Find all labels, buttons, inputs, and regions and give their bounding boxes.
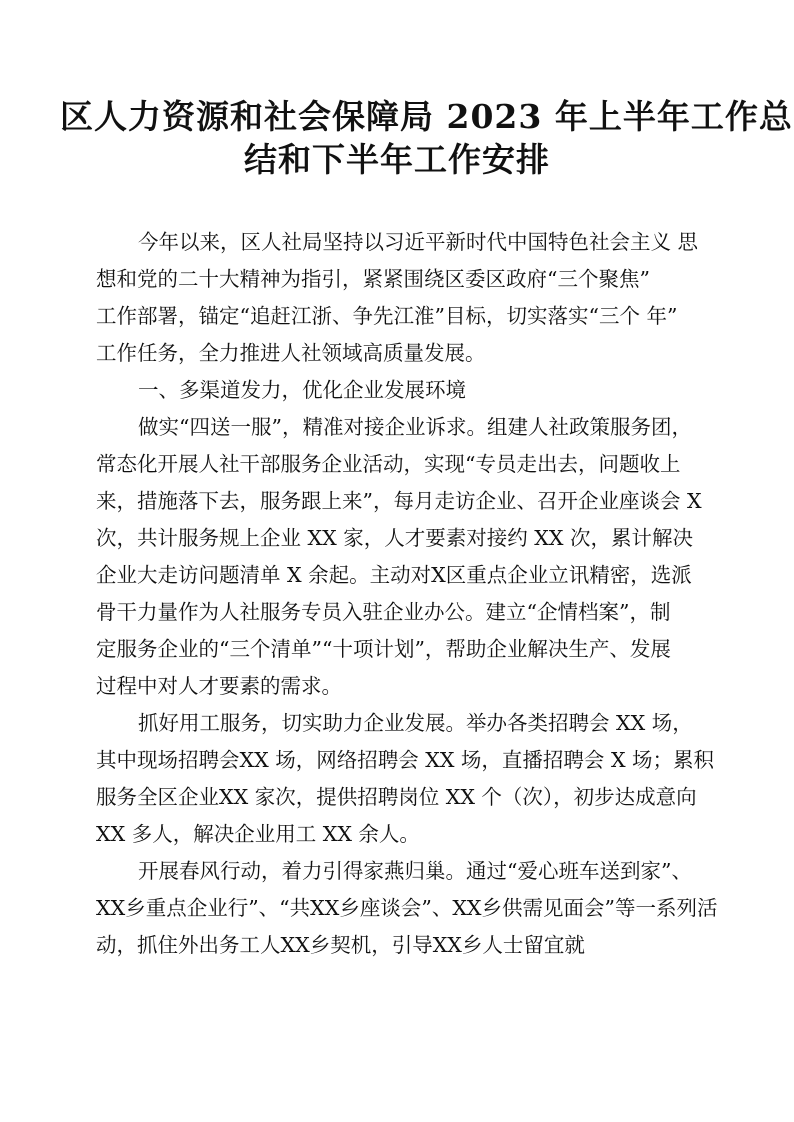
paragraph-service-line-1: 做实“四送一服”，精准对接企业诉求。组建人社政策服务团， — [138, 415, 692, 439]
paragraph-intro-line-2: 想和党的二十大精神为指引，紧紧围绕区委区政府“三个聚焦” — [96, 267, 650, 291]
paragraph-employment-line-1: 抓好用工服务，切实助力企业发展。举办各类招聘会 XX 场， — [138, 711, 693, 735]
paragraph-spring-line-3: 动，抓住外出务工人XX乡契机，引导XX乡人士留宜就 — [96, 933, 585, 957]
paragraph-spring-line-2: XX乡重点企业行”、“共XX乡座谈会”、XX乡供需见面会”等一系列活 — [96, 896, 718, 920]
paragraph-service-line-8: 过程中对人才要素的需求。 — [96, 674, 342, 698]
paragraph-intro-line-4: 工作任务，全力推进人社领域高质量发展。 — [96, 341, 486, 365]
document-title-line-2: 结和下半年工作安排 — [244, 140, 550, 179]
document-title-line-1: 区人力资源和社会保障局 2023 年上半年工作总 — [60, 97, 793, 136]
section-heading-1: 一、多渠道发力，优化企业发展环境 — [138, 378, 466, 402]
paragraph-service-line-4: 次，共计服务规上企业 XX 家，人才要素对接约 XX 次，累计解决 — [96, 526, 693, 550]
paragraph-service-line-2: 常态化开展人社干部服务企业活动，实现“专员走出去，问题收上 — [96, 452, 681, 476]
paragraph-service-line-3: 来，措施落下去，服务跟上来”，每月走访企业、召开企业座谈会 X — [96, 489, 702, 513]
paragraph-intro-line-1: 今年以来，区人社局坚持以习近平新时代中国特色社会主义 思 — [138, 230, 699, 254]
paragraph-intro-line-3: 工作部署，锚定“追赶江浙、争先江淮”目标，切实落实“三个 年” — [96, 304, 678, 328]
paragraph-service-line-7: 定服务企业的“三个清单”“十项计划”，帮助企业解决生产、发展 — [96, 637, 671, 661]
paragraph-employment-line-4: XX 多人，解决企业用工 XX 余人。 — [96, 822, 420, 846]
paragraph-service-line-6: 骨干力量作为人社服务专员入驻企业办公。建立“企情档案”，制 — [96, 600, 671, 624]
paragraph-service-line-5: 企业大走访问题清单 X 余起。主动对X区重点企业立讯精密，选派 — [96, 563, 692, 587]
paragraph-employment-line-2: 其中现场招聘会XX 场，网络招聘会 XX 场，直播招聘会 X 场；累积 — [96, 748, 715, 772]
paragraph-employment-line-3: 服务全区企业XX 家次，提供招聘岗位 XX 个（次），初步达成意向 — [96, 785, 697, 809]
paragraph-spring-line-1: 开展春风行动，着力引得家燕归巢。通过“爱心班车送到家”、 — [138, 859, 692, 883]
